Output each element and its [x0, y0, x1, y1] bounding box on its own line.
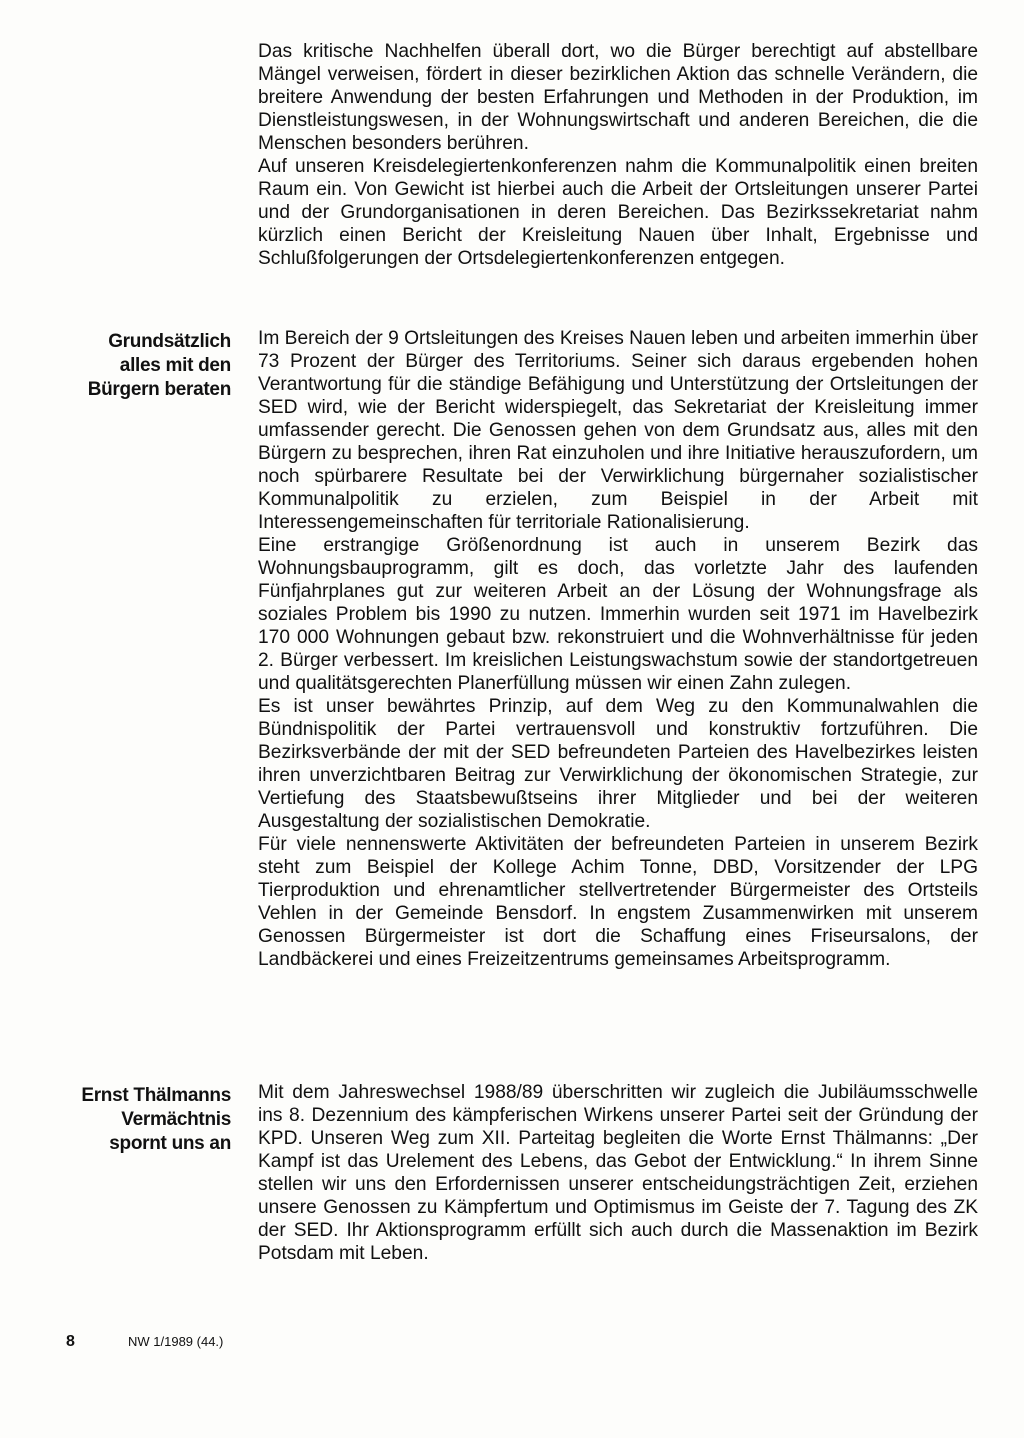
heading-line: alles mit den	[119, 355, 231, 376]
paragraph: Das kritische Nachhelfen überall dort, wo die Bürger berechtigt auf abstellbare Mängel verweisen, fördert in dieser bezirklichen Aktion das schnelle Verändern, die breitere Anwendung der besten Erfahrungen und Methoden in der Produktion, im Dienstleistungswesen, in der Wohnungswirtschaft und anderen Bereichen, die die Menschen besonders berühren.	[258, 41, 978, 154]
paragraph: Im Bereich der 9 Ortsleitungen des Kreises Nauen leben und arbeiten immerhin über 73 Prozent der Bürger des Territoriums. Seiner sich daraus ergebenden hohen Verantwortung für die ständige Befähigung und Unterstützung der Ortsleitungen der SED wird, wie der Bericht widerspiegelt, das Sekretariat der Kreisleitung immer umfassender gerecht. Die Genossen gehen von dem Grundsatz aus, alles mit den Bürgern zu besprechen, ihren Rat einzuholen und ihre Initiative herauszufordern, um noch spürbarere Resultate bei der Verwirklichung bürgernaher sozialistischer Kommunalpolitik zu erzielen, zum Beispiel in der Arbeit mit Interessengemeinschaften für territoriale Rationalisierung.	[258, 328, 978, 533]
heading-line: Grundsätzlich	[108, 331, 231, 352]
heading-line: Ernst Thälmanns	[81, 1085, 231, 1106]
margin-heading-grundsaetzlich	[41, 330, 231, 402]
heading-line: spornt uns an	[109, 1133, 231, 1154]
section-3-body	[258, 1081, 978, 1265]
paragraph: Eine erstrangige Größenordnung ist auch in unserem Bezirk das Wohnungsbauprogramm, gilt es doch, das vorletzte Jahr des laufenden Fünfjahrplanes gut zur weiteren Arbeit an der Lösung der Wohnungsfrage als soziales Problem bis 1990 zu nutzen. Immerhin wurden seit 1971 im Havelbezirk 170 000 Wohnungen gebaut bzw. rekonstruiert und die Wohnverhältnisse für jeden 2. Bürger verbessert. Im kreislichen Leistungswachstum sowie der standortgetreuen und qualitätsgerechten Planerfüllung müssen wir einen Zahn zulegen.	[258, 535, 978, 694]
journal-reference: NW 1/1989 (44.)	[128, 1334, 224, 1349]
section-1-body	[258, 40, 978, 270]
heading-line: Vermächtnis	[121, 1109, 231, 1130]
page-number: 8	[66, 1333, 75, 1350]
paragraph: Es ist unser bewährtes Prinzip, auf dem Weg zu den Kommunalwahlen die Bündnispolitik der Partei vertrauensvoll und konstruktiv fortzuführen. Die Bezirksverbände der mit der SED befreundeten Parteien des Havelbezirkes leisten ihren unverzichtbaren Beitrag zur Verwirklichung der ökonomischen Strategie, zur Vertiefung des Staatsbewußtseins ihrer Mitglieder und bei der weiteren Ausgestaltung der sozialistischen Demokratie.	[258, 696, 978, 832]
section-2-body	[258, 327, 978, 971]
margin-heading-thaelmann	[41, 1084, 231, 1156]
paragraph: Auf unseren Kreisdelegiertenkonferenzen nahm die Kommunalpolitik einen breiten Raum ein. Von Gewicht ist hierbei auch die Arbeit der Ortsleitungen unserer Partei und der Grundorganisationen in deren Bereichen. Das Bezirkssekretariat nahm kürzlich einen Bericht der Kreisleitung Nauen über Inhalt, Ergebnisse und Schlußfolgerungen der Ortsdelegiertenkonferenzen entgegen.	[258, 156, 978, 269]
paragraph: Mit dem Jahreswechsel 1988/89 überschritten wir zugleich die Jubiläumsschwelle ins 8. Dezennium des kämpferischen Wirkens unserer Partei seit der Gründung der KPD. Unseren Weg zum XII. Parteitag begleiten die Worte Ernst Thälmanns: „Der Kampf ist das Urelement des Lebens, das Gebot der Entwicklung.“ In ihrem Sinne stellen wir uns den Erfordernissen unserer entscheidungsträchtigen Zeit, erziehen unsere Genossen zu Kämpfertum und Optimismus im Geiste der 7. Tagung des ZK der SED. Ihr Aktionsprogramm erfüllt sich auch durch die Massenaktion im Bezirk Potsdam mit Leben.	[258, 1082, 978, 1264]
paragraph: Für viele nennenswerte Aktivitäten der befreundeten Parteien in unserem Bezirk steht zum Beispiel der Kollege Achim Tonne, DBD, Vorsitzender der LPG Tierproduktion und ehrenamtlicher stellvertretender Bürgermeister des Ortsteils Vehlen in der Gemeinde Bensdorf. In engstem Zusammenwirken mit unserem Genossen Bürgermeister ist dort die Schaffung eines Friseursalons, der Landbäckerei und eines Freizeitzentrums gemeinsames Arbeitsprogramm.	[258, 834, 978, 970]
heading-line: Bürgern beraten	[87, 379, 231, 400]
